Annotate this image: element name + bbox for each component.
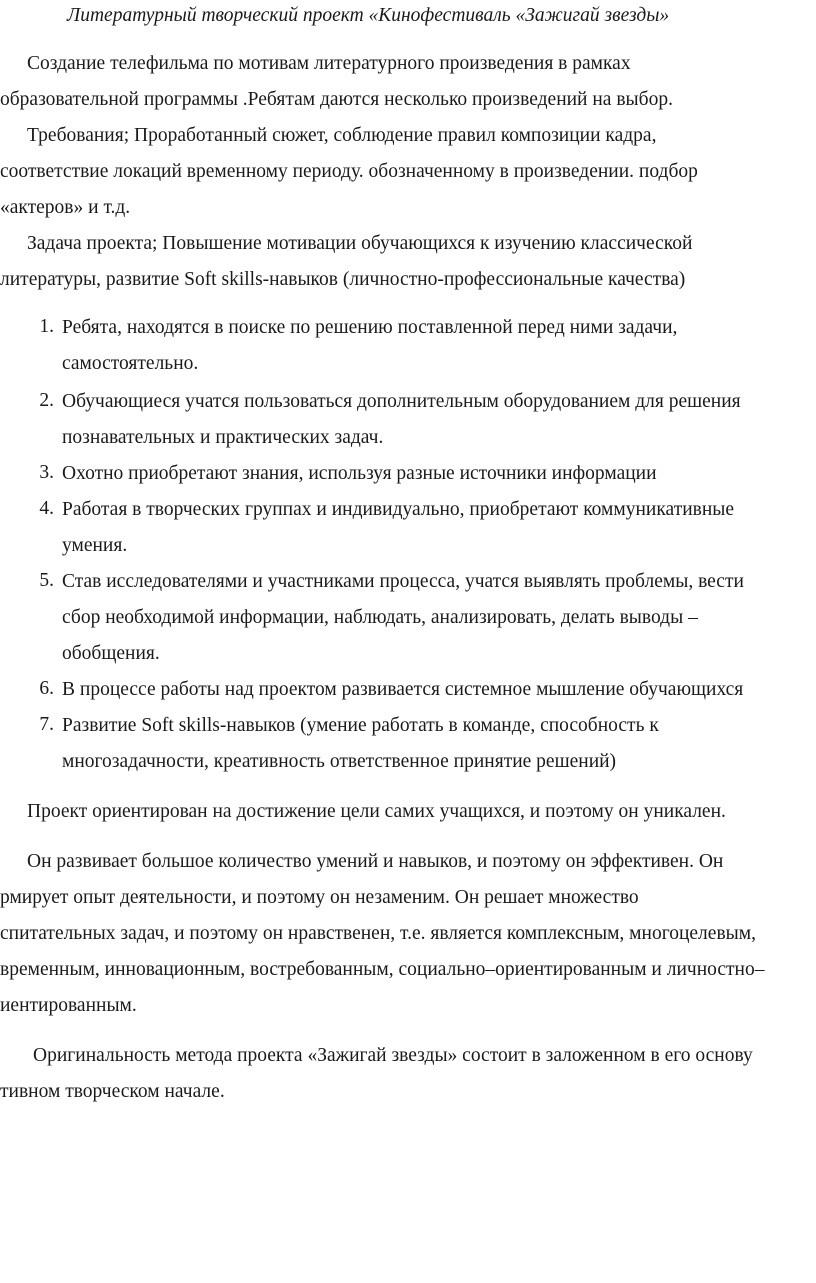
list-item-text: Работая в творческих группах и индивидуально, приобретают коммуникативные	[62, 499, 735, 520]
originality-line-1: Оригинальность метода проекта «Зажигай звезды» состоит в заложенном в его основу	[33, 1045, 753, 1066]
list-item-number: 1.	[39, 316, 54, 337]
requirements-line-1: Требования; Проработанный сюжет, соблюдение правил композиции кадра,	[27, 125, 657, 146]
originality-line-2: тивном творческом начале.	[0, 1081, 225, 1102]
list-item-number: 3.	[39, 462, 54, 483]
list-item-number: 2.	[39, 390, 54, 411]
list-item-text: познавательных и практических задач.	[62, 427, 384, 448]
list-item-text: Ребята, находятся в поиске по решению поставленной перед ними задачи,	[62, 317, 678, 338]
list-item-number: 5.	[39, 570, 54, 591]
list-item-number: 7.	[39, 714, 54, 735]
requirements-line-3: «актеров» и т.д.	[0, 197, 131, 218]
list-item-text: умения.	[62, 535, 128, 556]
list-item-text: Став исследователями и участниками процесса, учатся выявлять проблемы, вести	[62, 571, 744, 592]
list-item-text: многозадачности, креативность ответственное принятие решений)	[62, 751, 617, 772]
list-item-number: 6.	[39, 678, 54, 699]
list-item-text: Развитие Soft skills-навыков (умение работать в команде, способность к	[62, 715, 659, 736]
develops-line-2: рмирует опыт деятельности, и поэтому он незаменим. Он решает множество	[0, 887, 639, 908]
document-title: Литературный творческий проект «Кинофестиваль «Зажигай звезды»	[67, 5, 670, 26]
list-item-text: Обучающиеся учатся пользоваться дополнительным оборудованием для решения	[62, 391, 741, 412]
list-item-text: Охотно приобретают знания, используя разные источники информации	[62, 463, 657, 484]
requirements-line-2: соответствие локаций временному периоду. обозначенному в произведении. подбор	[0, 161, 698, 182]
develops-line-5: иентированным.	[0, 995, 137, 1016]
intro-line-2: образовательной программы .Ребятам даются несколько произведений на выбор.	[0, 89, 673, 110]
orientation-paragraph: Проект ориентирован на достижение цели самих учащихся, и поэтому он уникален.	[27, 801, 726, 822]
task-line-2: литературы, развитие Soft skills-навыков (личностно-профессиональные качества)	[0, 269, 686, 290]
list-item-text: сбор необходимой информации, наблюдать, анализировать, делать выводы –	[62, 607, 698, 628]
list-item-text: обобщения.	[62, 643, 160, 664]
list-item-text: В процессе работы над проектом развивается системное мышление обучающихся	[62, 679, 744, 700]
intro-line-1: Создание телефильма по мотивам литературного произведения в рамках	[27, 53, 631, 74]
develops-line-3: спитательных задач, и поэтому он нравственен, т.е. является комплексным, многоцелевым,	[0, 923, 756, 944]
task-line-1: Задача проекта; Повышение мотивации обучающихся к изучению классической	[27, 233, 693, 254]
develops-line-4: временным, инновационным, востребованным, социально–ориентированным и личностно–	[0, 959, 765, 980]
develops-line-1: Он развивает большое количество умений и навыков, и поэтому он эффективен. Он	[27, 851, 724, 872]
list-item-text: самостоятельно.	[62, 353, 199, 374]
list-item-number: 4.	[39, 498, 54, 519]
